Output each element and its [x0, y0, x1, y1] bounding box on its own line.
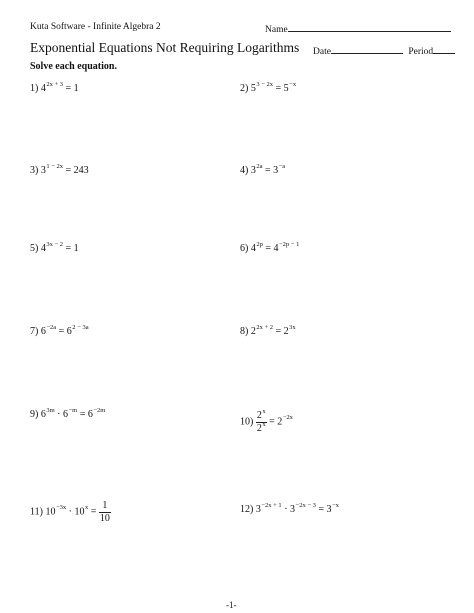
- problem-8: 8) $2^{2x + 2} = 2^{3x}$: [240, 324, 296, 337]
- problem-12: 12) $3^{-2x + 1} \cdot 3^{-2x - 3} = 3^{-x}$: [240, 502, 339, 515]
- name-label: Name: [265, 25, 288, 35]
- problem-2: 2) $5^{3 - 2x} = 5^{-x}$: [240, 81, 297, 94]
- problem-1: 1) $4^{2x + 3} = 1$: [30, 81, 79, 94]
- problem-11-fraction: $\frac{1}{10}$: [99, 500, 110, 524]
- problem-10-fraction: $\frac{2^x}{2^x}$: [256, 408, 266, 434]
- period-label: Period: [408, 47, 434, 57]
- software-label: Kuta Software - Infinite Algebra 2: [30, 22, 161, 32]
- problem-7: 7) $6^{-2a} = 6^{2 - 3a}$: [30, 324, 89, 337]
- problem-11: 11) $10^{-3x} \cdot 10^x$ = $\frac{1}{10}$: [30, 500, 110, 524]
- period-blank: [433, 44, 455, 54]
- problem-10: 10) $\frac{2^x}{2^x}$ = $2^{-2x}$: [240, 408, 293, 434]
- problem-9: 9) $6^{3m} \cdot 6^{-m} = 6^{-2m}$: [30, 407, 106, 420]
- problem-3: 3) $3^{1 - 2x} = 243$: [30, 163, 89, 176]
- date-label: Date: [313, 47, 331, 57]
- page-title: Exponential Equations Not Requiring Logarithms: [30, 40, 300, 55]
- problem-6: 6) $4^{2p} = 4^{-2p - 1}$: [240, 241, 300, 254]
- instructions: Solve each equation.: [30, 61, 117, 72]
- date-field: [313, 44, 455, 57]
- problem-4: 4) $3^{2a} = 3^{-a}$: [240, 163, 286, 176]
- name-blank: [288, 22, 451, 32]
- page-number: -1-: [226, 600, 237, 610]
- problem-5: 5) $4^{3x - 2} = 1$: [30, 241, 79, 254]
- name-field: [265, 22, 451, 35]
- date-blank: [331, 44, 403, 54]
